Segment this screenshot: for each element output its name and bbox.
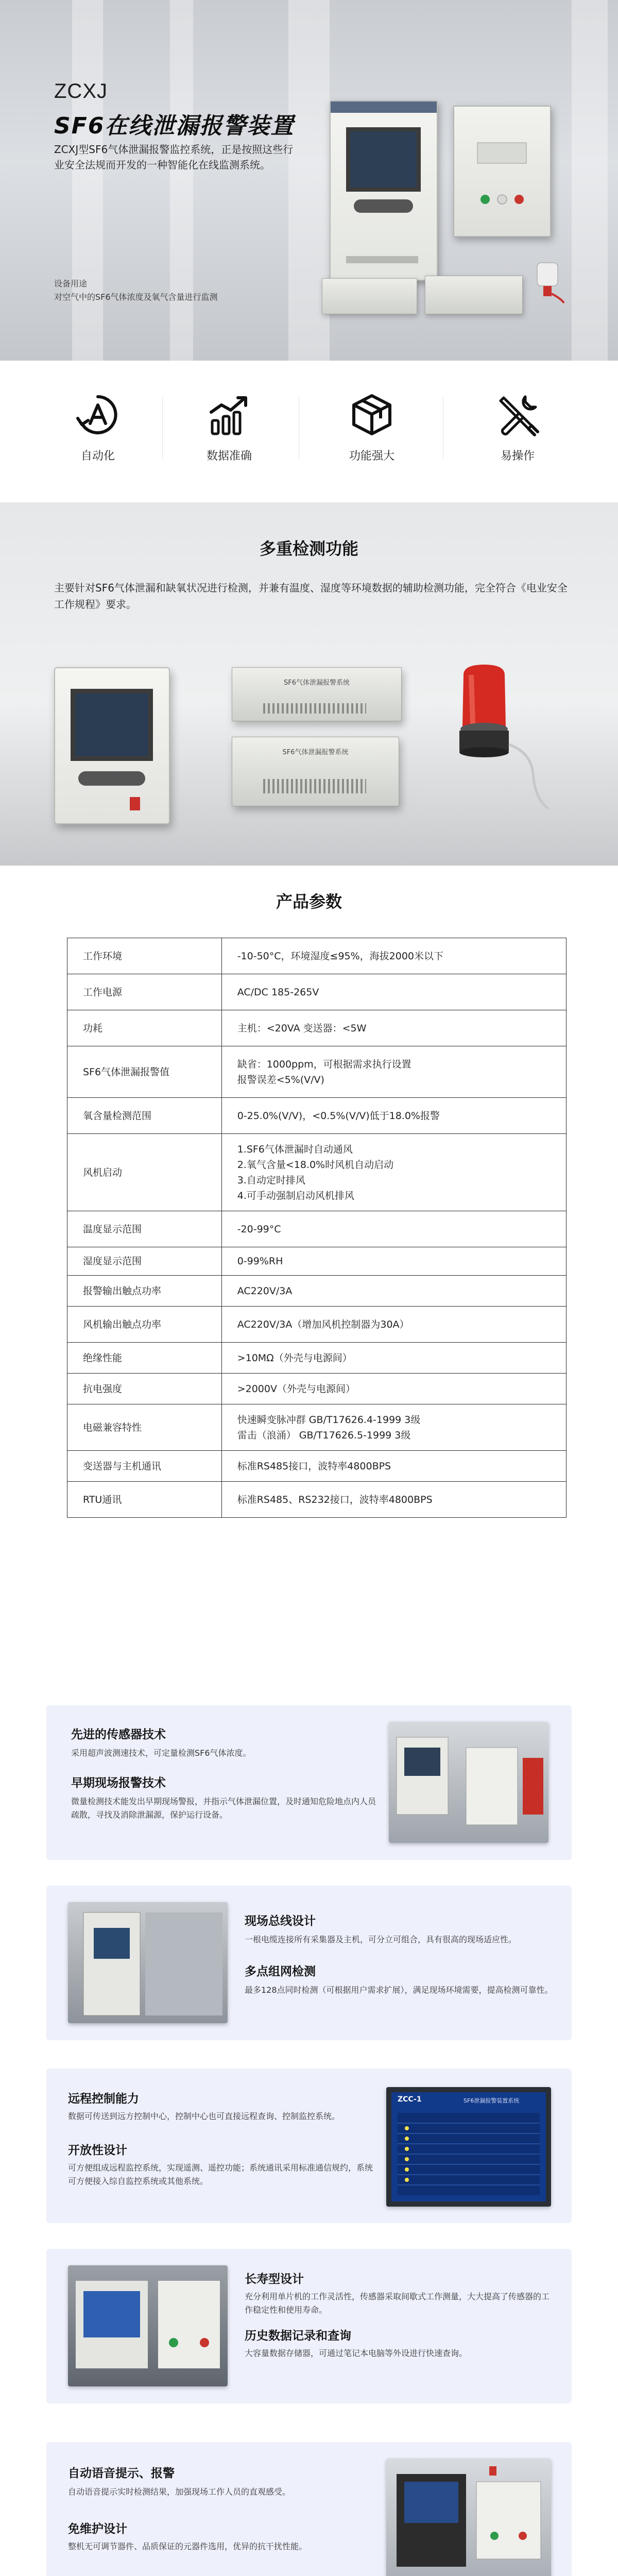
param-key: 风机输出触点功率 [67, 1307, 222, 1343]
card-text: 微量检测技术能发出早期现场警报，并指示气体泄漏位置，及时通知危险地点内人员疏散，寻找及消除泄漏源，保护运行设备。 [71, 1797, 376, 1820]
param-value: 标准RS485、RS232接口，波特率4800BPS [221, 1482, 566, 1518]
param-key: 温度显示范围 [67, 1211, 222, 1247]
card-text: 一根电缆连接所有采集器及主机，可分立可组合，具有很高的现场适应性。 [245, 1935, 517, 1944]
main-unit-image [54, 667, 170, 824]
installation-photo [389, 1722, 548, 1843]
brand-name: ZCXJ [54, 80, 108, 103]
param-value: -10-50°C，环境湿度≤95%，海拔2000米以下 [221, 938, 566, 974]
param-key: 电磁兼容特性 [67, 1404, 222, 1451]
param-value: AC220V/3A（增加风机控制器为30A） [221, 1307, 566, 1343]
installation-photo [386, 2459, 551, 2576]
feature-easy-operation [476, 392, 559, 463]
params-row [67, 1343, 566, 1374]
params-row [67, 1134, 566, 1211]
feature-powerful [331, 392, 413, 463]
sensor-box-image [322, 278, 417, 314]
card-heading: 历史数据记录和查询 [245, 2329, 351, 2343]
param-key: 工作电源 [67, 974, 222, 1010]
card-text: 采用超声波测速技术，可定量检测SF6气体浓度。 [71, 1748, 251, 1758]
param-key: SF6气体泄漏报警值 [67, 1046, 222, 1098]
card-text: 数据可传送到远方控制中心，控制中心也可直接远程查询、控制监控系统。 [68, 2111, 340, 2121]
params-row [67, 1098, 566, 1134]
card-heading: 开放性设计 [68, 2144, 127, 2157]
alarm-siren-image [448, 654, 551, 819]
automation-icon [75, 392, 121, 438]
tools-icon [494, 392, 541, 438]
section-description: 主要针对SF6气体泄漏和缺氧状况进行检测，并兼有温度、湿度等环境数据的辅助检测功能，完全符合《电业安全工作规程》要求。 [54, 582, 568, 611]
param-key: 风机启动 [67, 1134, 222, 1211]
product-title: SF6在线泄漏报警装置 [54, 113, 295, 139]
cube-icon [349, 392, 395, 438]
param-value: AC220V/3A [221, 1276, 566, 1307]
card-text: 整机无可调节器件、品质保证的元器件选用，优异的抗干扰性能。 [68, 2541, 307, 2551]
param-key: 工作环境 [67, 938, 222, 974]
params-row [67, 938, 566, 974]
hero-banner [0, 0, 618, 361]
installation-photo [68, 2265, 228, 2386]
background-stripe [170, 0, 193, 361]
params-row [67, 1010, 566, 1046]
fan-controller-image [453, 106, 551, 237]
box-caption: SF6气体泄漏报警系统 [282, 749, 349, 756]
alarm-siren-image [533, 258, 566, 304]
screen-title: ZCC-1 [398, 2095, 422, 2104]
screen-subtitle: SF6泄漏报警装置系统 [464, 2097, 520, 2104]
params-title: 产品参数 [276, 892, 342, 911]
chart-growth-icon [206, 392, 252, 438]
card-heading: 免维护设计 [68, 2522, 127, 2536]
params-row [67, 1307, 566, 1343]
section-title: 多重检测功能 [259, 539, 358, 558]
param-key: 报警输出触点功率 [67, 1276, 222, 1307]
card-heading: 多点组网检测 [245, 1965, 316, 1978]
feature-label: 自动化 [80, 450, 115, 463]
feature-label: 易操作 [500, 450, 535, 463]
detection-section [0, 502, 618, 866]
param-value: 1.SF6气体泄漏时自动通风 2.氧气含量<18.0%时风机自动启动 3.自动定时排风 4.可手动强制启动风机排风 [221, 1134, 566, 1211]
feature-card-longlife [46, 2249, 572, 2403]
param-key: 湿度显示范围 [67, 1247, 222, 1276]
param-value: 0-99%RH [221, 1247, 566, 1276]
sensor-box-image [425, 276, 523, 314]
params-row [67, 974, 566, 1010]
card-heading: 自动语音提示、报警 [68, 2467, 175, 2480]
param-value: >10MΩ（外壳与电源间） [221, 1343, 566, 1374]
card-heading: 远程控制能力 [68, 2092, 139, 2106]
main-unit-image [330, 100, 438, 281]
feature-accurate-data [188, 392, 270, 463]
param-value: 快速瞬变脉冲群 GB/T17626.4-1999 3级 雷击（浪涌） GB/T17626.5-1999 3级 [221, 1404, 566, 1451]
card-text: 可方便组成远程监控系统，实现遥测、遥控功能；系统通讯采用标准通信规约，系统可方便接入综自监控系统或其他系统。 [68, 2163, 373, 2186]
card-text: 最多128点同时检测（可根据用户需求扩展），满足现场环境需要，提高检测可靠性。 [245, 1985, 553, 1995]
param-value: 标准RS485接口，波特率4800BPS [221, 1451, 566, 1482]
background-stripe [572, 0, 608, 361]
param-key: 功耗 [67, 1010, 222, 1046]
params-row [67, 1482, 566, 1518]
card-heading: 长寿型设计 [245, 2273, 304, 2286]
param-key: 绝缘性能 [67, 1343, 222, 1374]
installation-photo [68, 1902, 228, 2023]
params-row [67, 1276, 566, 1307]
divider [162, 397, 163, 459]
feature-automation [57, 392, 139, 463]
sensor-box-image [232, 667, 402, 721]
param-value: 0-25.0%(V/V)，<0.5%(V/V)低于18.0%报警 [221, 1098, 566, 1134]
card-heading: 先进的传感器技术 [71, 1728, 166, 1741]
card-text: 充分利用单片机的工作灵活性，传感器采取间歇式工作测量，大大提高了传感器的工作稳定性和使用寿命。 [245, 2292, 550, 2315]
params-row [67, 1211, 566, 1247]
params-table [67, 938, 566, 1518]
params-row [67, 1451, 566, 1482]
feature-card-voice [46, 2442, 572, 2576]
param-value: AC/DC 185-265V [221, 974, 566, 1010]
use-text: 对空气中的SF6气体浓度及氧气含量进行监测 [54, 292, 218, 302]
feature-label: 数据准确 [206, 450, 252, 463]
param-key: 抗电强度 [67, 1374, 222, 1404]
param-key: 变送器与主机通讯 [67, 1451, 222, 1482]
use-label: 设备用途 [54, 279, 88, 289]
params-row [67, 1404, 566, 1451]
param-value: >2000V（外壳与电源间） [221, 1374, 566, 1404]
params-row [67, 1046, 566, 1098]
params-row [67, 1374, 566, 1404]
card-heading: 现场总线设计 [245, 1914, 316, 1928]
param-key: RTU通讯 [67, 1482, 222, 1518]
param-value: 主机：<20VA 变送器：<5W [221, 1010, 566, 1046]
feature-card-sensor [46, 1705, 572, 1860]
card-text: 大容量数据存储器，可通过笔记本电脑等外设进行快速查询。 [245, 2348, 468, 2358]
card-heading: 早期现场报警技术 [71, 1776, 166, 1790]
box-caption: SF6气体泄漏报警系统 [283, 679, 350, 687]
monitor-screen-image [386, 2087, 551, 2207]
feature-card-remote [46, 2069, 572, 2223]
card-text: 自动语音提示实时检测结果，加强现场工作人员的直观感受。 [68, 2487, 291, 2497]
product-description: ZCXJ型SF6气体泄漏报警监控系统，正是按照这些行业安全法规而开发的一种智能化在线监测系统。 [54, 143, 294, 171]
param-value: -20-99°C [221, 1211, 566, 1247]
background-stripe [72, 0, 103, 361]
params-row [67, 1247, 566, 1276]
param-value: 缺省：1000ppm，可根据需求执行设置 报警误差<5%(V/V) [221, 1046, 566, 1098]
sensor-box-image [232, 737, 399, 806]
param-key: 氧含量检测范围 [67, 1098, 222, 1134]
feature-label: 功能强大 [349, 450, 394, 463]
feature-card-fieldbus [46, 1886, 572, 2040]
